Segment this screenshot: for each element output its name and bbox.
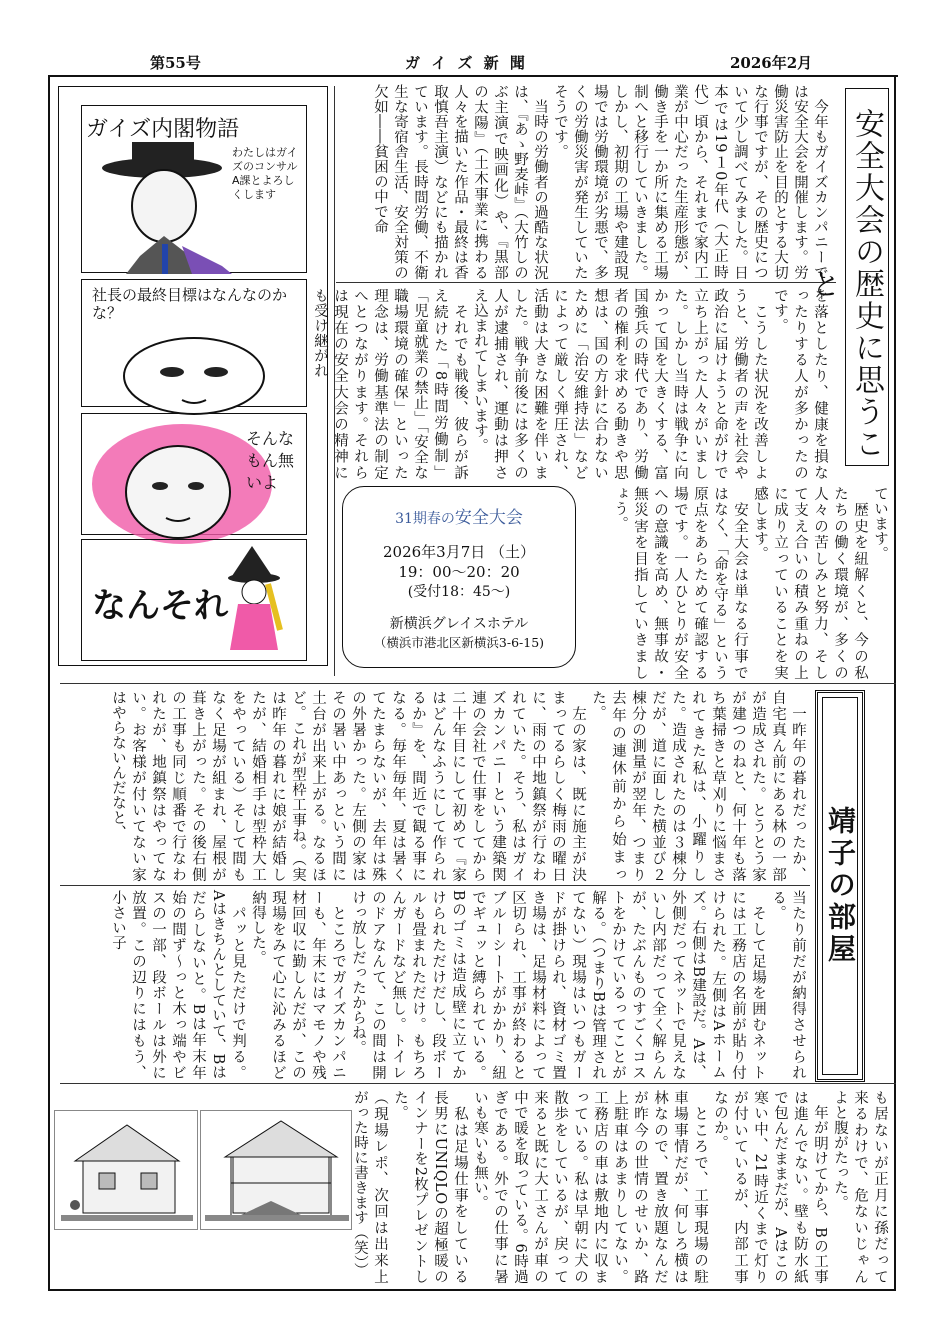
construction-illustration-left: [54, 1110, 198, 1230]
column-paragraph-7: も居ないが正月に孫だって来るわけで、危ないじゃんよと腹がたった。: [832, 1090, 888, 1284]
divider-column-bottom: [60, 1083, 896, 1084]
feature-paragraph-5: それでも戦後、彼らが訴え続けた「8時間労働制」「児童就業の禁止」「安全な職場環境の確保」といった理念は、労働基準法の制定へとつながります。それらは現在の安全大会の精神にも受け継がれ: [312, 288, 468, 480]
column-paragraph-11: （現場レポ、次回は出来上がった時に書きます（笑））: [352, 1090, 388, 1284]
event-title-main: 安全大会: [454, 508, 523, 528]
column-paragraph-3: 当たり前だが納得させられる。: [770, 890, 806, 1080]
column-title: 靖子の部屋: [822, 697, 858, 1075]
newspaper-name: ガ イ ズ 新 聞: [405, 54, 528, 72]
event-address: （横浜市港北区新横浜3-6-15): [373, 635, 545, 650]
feature-paragraph-3: を落としたり、健康を損なったりする人が多かったのです。: [772, 288, 828, 480]
divider-feature-top: [336, 282, 836, 283]
feature-paragraph-1: 今年もガイズカンパニーでは安全大会を開催します。労働災害防止を目的とする大切な行事ですが、その歴史について少し調べてみました。日本では19１0年代（大正時代）頃から、それまで家内工業が中心だった生産形態が、働き手を一か所に集める工場制へと移行していきました。しかし、初期の工場や建設現場では労働環境が劣悪で、多くの労働災害が発生していたそうです。: [552, 84, 828, 280]
comic-strip: [58, 86, 328, 666]
witch-character-icon: [82, 540, 308, 662]
feature-paragraph-6: ています。: [872, 486, 888, 561]
divider-feature-bottom: [60, 683, 896, 684]
comic-panel-1: [81, 105, 307, 273]
event-announcement: [342, 486, 576, 668]
issue-number: 第55号: [150, 54, 201, 72]
event-title: [343, 503, 575, 528]
column-paragraph-5: ところでガイズカンパニーも、年末にはマモノや残材回収に勤しんだが、この現場をみて心に沁みるほど納得した。: [250, 890, 346, 1080]
construction-illustration-right: [200, 1110, 352, 1230]
comic-speech-2: 社長の最終目標はなんなのかな？: [92, 286, 288, 322]
column-paragraph-10: 私は足場仕事をしている長男にUNIQLOの超極暖のインナーを2枚プレゼントした。: [392, 1090, 468, 1284]
event-time: 19：00～20：20: [398, 563, 520, 581]
column-text-lower: [352, 1090, 890, 1284]
comic-speech-3: そんなもん無いよ: [246, 429, 295, 492]
feature-text-lower: [610, 486, 890, 680]
house-under-construction-icon: [55, 1111, 199, 1231]
feature-title: 安全大会の歴史に思うこと: [845, 88, 889, 466]
comic-panel-3: [81, 413, 307, 535]
feature-paragraph-4: こうした状況を改善しようと、労働者の声を社会や政治に届けようと命がけで立ち上がった人々がいました。しかし当時は戦争に向かって国を大きくする、富国強兵の時代であり、労働者の権利を求める動きや思想は、国の方針に合わないために「治安維持法」などによって厳しく弾圧され、活動は大きな困難を伴いました。戦争前後には多くの人が逮捕され、運動は押さえ込まれてしまいます。: [472, 288, 768, 480]
feature-paragraph-2: 当時の労働者の過酷な状況は、『あゝ野麦峠』（大竹しのぶ主演で映画化）や、『黒部の太陽』（土木事業に携わる人々を描いた作品・最終は香取慎吾主演）などにも描かれています。長時間労働、不衛生な寄宿舎生活、安全対策の欠如――貧困の中で命: [372, 84, 548, 280]
event-venue: 新横浜グレイスホテル: [389, 616, 529, 632]
column-title-box: [815, 690, 865, 1082]
comic-speech-1: わたしはガイズのコンサルA課とよろしくします: [232, 146, 298, 201]
scaffolded-house-icon: [201, 1111, 353, 1231]
column-paragraph-9: ところで、工事現場の駐車場事情だが、何しろ横は林なので、置き放題なんだが昨今の世情のせいか、路上駐車はあまりしてない。工務店の車は敷地内に収まっている。私は早朝に犬の散歩をしているが、戻って来ると既に大工さんが車の中で暖を取っている。6時過ぎである。外での仕事に暑いも寒いも無い。: [472, 1090, 708, 1284]
feature-paragraph-8: 安全大会は単なる行事ではなく、「命を守る」という原点をあらためて確認する場です。一人ひとりが安全への意識を高め、無事故・無災害を目指していきましょう。: [612, 486, 748, 680]
event-title-prefix: 31期春の: [395, 511, 455, 527]
column-paragraph-2: 左の家は、既に施主が決まってるらしく梅雨の曜日に、雨の中地鎮祭が行なわれていた。そう、私はガイズカンパニーという建築関連の会社で仕事をしてから二十年目にして初めて『家はどんなふうにして作られるか』を、間近で観る事になる。毎年毎年、夏は暑くてたまらないが、去年は殊の外暑かった。左側の家はその暑い中あっという間に土台が出来上がる。なるほど。これが型枠工事ね。（実は昨年の暮れに娘が結婚したが、結婚相手は型枠大工をやっている）そして間もなく足場が組まれ、屋根が葺き上がった。その後右側の工事も同じ順番で行なわれたが、地鎮祭はやってない。お客様が付いてない家はやらないんだなと、: [110, 690, 586, 882]
divider-column-mid: [60, 885, 810, 886]
column-paragraph-1: 一昨年の暮れだったか、自宅真ん前にある林の一部が造成された。とうとう家が建つのねと、何十年も落ち葉掃きと草刈りに悩まされてきた私は、小躍りした。造成されたのは３棟分だが、道に面した横並び２棟分の測量が翌年、つまり去年の連休前から始まった。: [590, 690, 806, 882]
column-paragraph-8: 年が明けてから、Bの工事は進んでない。壁も防水紙で包んだままだが、Aはこの寒い中、21時近くまで灯りが付いているが、内部工事なのか。: [712, 1090, 828, 1284]
comic-title: ガイズ内閣物語: [86, 117, 240, 142]
issue-date: 2026年2月: [730, 54, 813, 72]
feature-paragraph-7: 歴史を紐解くと、今の私たちの働く環境が、多くの人々の苦しみと努力、そして支え合いの積み重ねの上に成り立っていることを実感します。: [752, 486, 868, 680]
event-reception: (受付18：45～): [407, 584, 511, 600]
column-paragraph-6: パッと見ただけで判る。Aはきちんとしていて、Bはだらしないと。Bは年末年始の間ず～っと木っ端やビスの一部、段ボールは外に放置。この辺りにはもう、小さい子: [110, 890, 246, 1080]
comic-speech-4: なんそれ: [92, 586, 228, 626]
column-text-upper: [66, 690, 808, 882]
column-paragraph-4: そして足場を囲むネットには工務店の名前が貼り付けられた。左側はAホームズ。右側はB建設だ。Aは、外側だってネットで見えないし内部だって全く解らんが、たぶんものすごくコストをかけているってことが解る。（つまりBは管理されてない）現場はいつもガードが掛けられ、資材ゴミ置き場は、足場材料によって区切られ、工事が終わるとブルーシートがかかり、紐でギュッと縛られている。Bのゴミは造成壁に立てかけられただけだし、段ボールも畳まれただけ。もちろんガードなど無し。トイレのドアなんて、この間は開けっ放しだったからね。: [350, 890, 766, 1080]
comic-panel-4: [81, 539, 307, 661]
event-date: 2026年3月7日 （土）: [382, 543, 536, 561]
comic-panel-2: [81, 279, 307, 407]
feature-text-middle: [312, 288, 830, 480]
feature-text-upper: [340, 84, 830, 280]
column-text-middle: [66, 890, 808, 1080]
president-face-icon: [82, 280, 308, 408]
